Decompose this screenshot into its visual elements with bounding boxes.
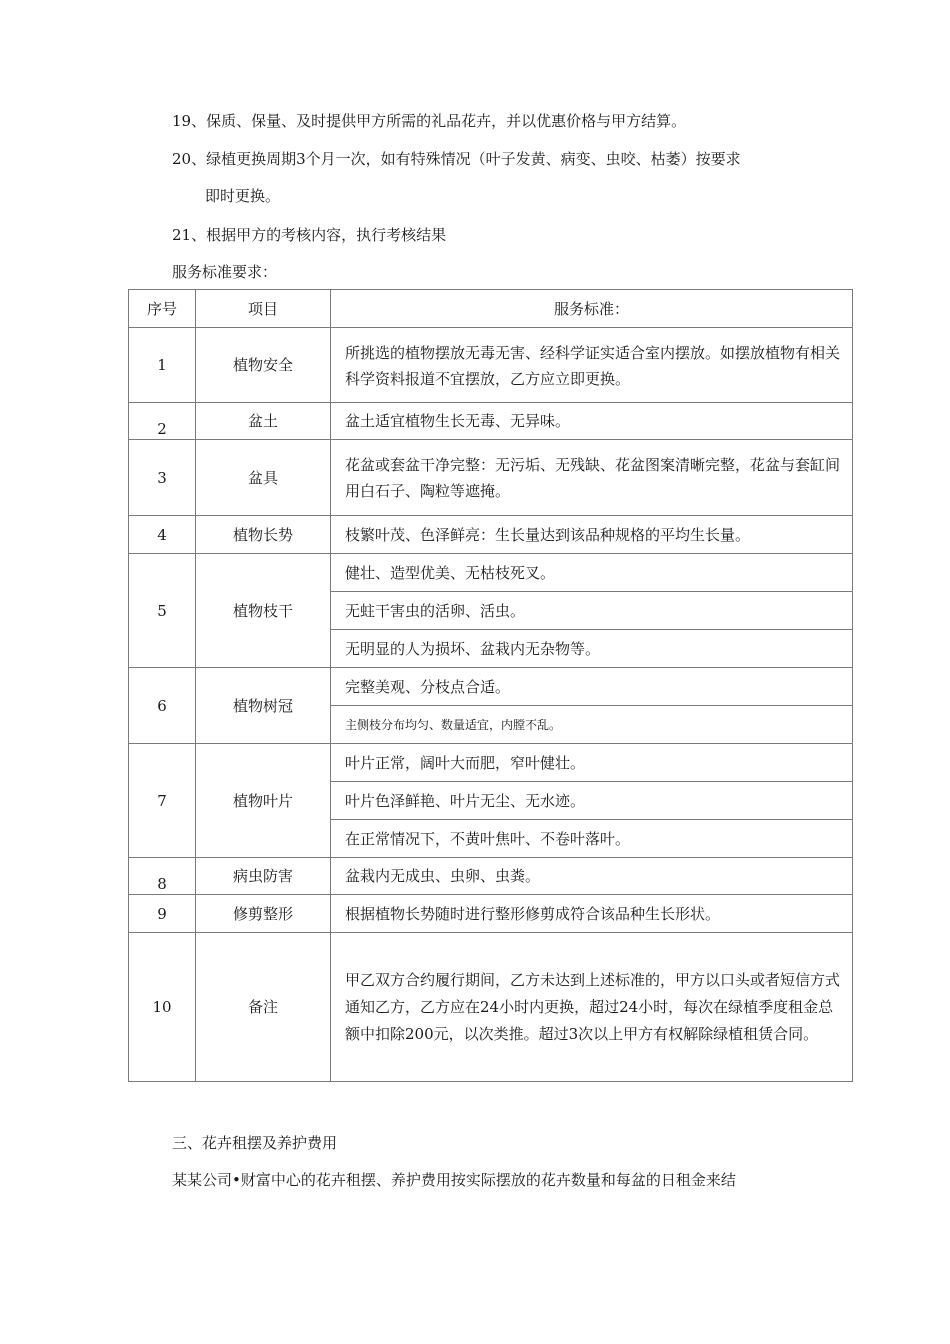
row-no: 10: [129, 933, 196, 1082]
header-item: 项目: [196, 290, 331, 328]
row-no: 7: [129, 744, 196, 858]
intro-line-19: 19、保质、保量、及时提供甲方所需的礼品花卉，并以优惠价格与甲方结算。: [172, 112, 687, 130]
row-no: 8: [129, 858, 196, 895]
table-row: [129, 554, 853, 592]
row-no: 3: [129, 440, 196, 516]
row-standard: 无蛀干害虫的活卵、活虫。: [331, 592, 853, 630]
intro-line-21: 21、根据甲方的考核内容，执行考核结果: [172, 226, 447, 244]
row-standard: 健壮、造型优美、无枯枝死叉。: [331, 554, 853, 592]
row-standard: 根据植物长势随时进行整形修剪成符合该品种生长形状。: [331, 895, 853, 933]
row-no: 2: [129, 403, 196, 440]
row-standard: 枝繁叶茂、色泽鲜亮：生长量达到该品种规格的平均生长量。: [331, 516, 853, 554]
table-caption: 服务标准要求：: [172, 263, 278, 281]
row-item: 备注: [196, 933, 331, 1082]
row-item: 盆具: [196, 440, 331, 516]
table-header-row: [129, 290, 853, 328]
row-standard: 盆土适宜植物生长无毒、无异味。: [331, 403, 853, 440]
row-item: 修剪整形: [196, 895, 331, 933]
table-row: [129, 440, 853, 516]
row-standard: 完整美观、分枝点合适。: [331, 668, 853, 706]
row-no: 9: [129, 895, 196, 933]
intro-line-20-cont: 即时更换。: [205, 187, 281, 205]
table-row: [129, 516, 853, 554]
row-item: 植物长势: [196, 516, 331, 554]
row-no: 5: [129, 554, 196, 668]
row-standard: 主侧枝分布均匀、数量适宜，内膛不乱。: [331, 706, 853, 744]
table-row: [129, 403, 853, 440]
table-row: [129, 895, 853, 933]
table-row: [129, 668, 853, 706]
row-item: 植物树冠: [196, 668, 331, 744]
row-no: 1: [129, 328, 196, 403]
row-item: 病虫防害: [196, 858, 331, 895]
service-standards-table: [128, 289, 853, 1082]
row-item: 植物叶片: [196, 744, 331, 858]
row-standard: 花盆或套盆干净完整：无污垢、无残缺、花盆图案清晰完整，花盆与套缸间用白石子、陶粒等遮掩。: [331, 440, 853, 516]
row-standard: 在正常情况下，不黄叶焦叶、不卷叶落叶。: [331, 820, 853, 858]
table-row: [129, 933, 853, 1082]
section-title: 三、花卉租摆及养护费用: [172, 1134, 338, 1152]
row-standard: 无明显的人为损坏、盆栽内无杂物等。: [331, 630, 853, 668]
row-standard: 叶片色泽鲜艳、叶片无尘、无水迹。: [331, 782, 853, 820]
row-no: 4: [129, 516, 196, 554]
header-standard: 服务标准：: [331, 290, 853, 328]
row-standard: 甲乙双方合约履行期间，乙方未达到上述标准的，甲方以口头或者短信方式通知乙方，乙方应在24小时内更换，超过24小时，每次在绿植季度租金总额中扣除200元，以次类推。超过3次以上甲方有权解除绿植租赁合同。: [331, 933, 853, 1082]
table-row: [129, 858, 853, 895]
intro-line-20: 20、绿植更换周期3个月一次，如有特殊情况（叶子发黄、病变、虫咬、枯萎）按要求: [172, 150, 741, 168]
row-item: 盆土: [196, 403, 331, 440]
closing-line: 某某公司•财富中心的花卉租摆、养护费用按实际摆放的花卉数量和每盆的日租金来结: [172, 1171, 736, 1189]
row-no: 6: [129, 668, 196, 744]
row-item: 植物枝干: [196, 554, 331, 668]
row-item: 植物安全: [196, 328, 331, 403]
row-standard: 叶片正常，阔叶大而肥，窄叶健壮。: [331, 744, 853, 782]
table-row: [129, 328, 853, 403]
table-row: [129, 744, 853, 782]
row-standard: 盆栽内无成虫、虫卵、虫粪。: [331, 858, 853, 895]
header-no: 序号: [129, 290, 196, 328]
row-standard: 所挑选的植物摆放无毒无害、经科学证实适合室内摆放。如摆放植物有相关科学资料报道不宜摆放，乙方应立即更换。: [331, 328, 853, 403]
